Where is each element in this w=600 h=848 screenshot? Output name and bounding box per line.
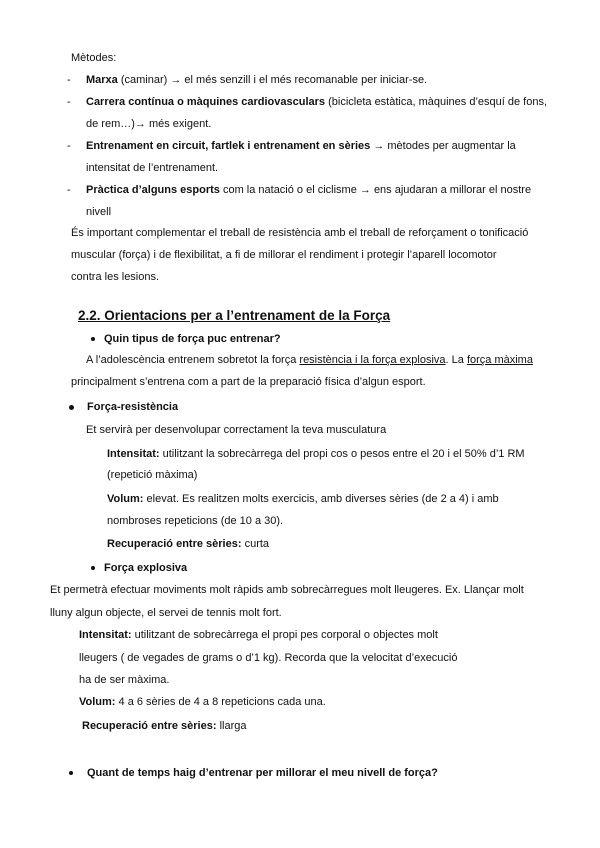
bullet-dot-icon <box>69 771 73 775</box>
volume-label: Volum: <box>107 493 144 505</box>
explosive-intensity-cont-1: lleugers ( de vegades de grams o d’1 kg). Recorda que la velocitat d’execució <box>79 652 458 664</box>
volume-text: elevat. Es realitzen molts exercicis, amb diverses sèries (de 2 a 4) i amb <box>143 493 499 505</box>
resistance-intensity-cont: (repetició màxima) <box>107 469 198 481</box>
explosive-volume <box>79 695 326 709</box>
dash-bullet: - <box>67 140 71 152</box>
dash-bullet: - <box>67 184 71 196</box>
question-training-time: Quant de temps haig d’entrenar per millorar el meu nivell de força? <box>87 767 438 779</box>
intro-line-2: principalment s’entrena com a part de la preparació física d’algun esport. <box>71 376 426 388</box>
bullet-dot-icon <box>91 566 95 570</box>
volume-label: Volum: <box>79 696 116 708</box>
method-item-4 <box>86 183 531 197</box>
method-item-1 <box>86 73 427 87</box>
paragraph-line: contra les lesions. <box>71 271 160 283</box>
methods-heading: Mètodes: <box>71 52 117 64</box>
method-item-2-cont: de rem…)→ més exigent. <box>86 118 212 130</box>
intensity-text: utilitzant la sobrecàrrega del propi cos o pesos entre el 20 i el 50% d’1 RM <box>159 448 525 460</box>
resistance-intensity <box>107 447 525 461</box>
method-item-4-name: Pràctica d’alguns esports <box>86 184 220 196</box>
intro-underlined-max: força màxima <box>466 354 533 366</box>
intro-text: A l’adolescència entrenem sobretot la força <box>86 354 300 366</box>
paragraph-line: És important complementar el treball de resistència amb el treball de reforçament o tonificació <box>71 227 529 239</box>
recovery-text: llarga <box>216 720 247 732</box>
method-item-4-cont: nivell <box>86 206 112 218</box>
resistance-desc: Et servirà per desenvolupar correctament la teva musculatura <box>86 424 387 436</box>
explosive-intensity <box>79 628 438 642</box>
method-item-2-name: Carrera contínua o màquines cardiovasculars <box>86 96 326 108</box>
method-item-3-text: → mètodes per augmentar la <box>370 140 516 152</box>
resistance-volume-cont: nombroses repeticions (de 10 a 30). <box>107 515 284 527</box>
recovery-label: Recuperació entre sèries: <box>82 720 217 732</box>
method-item-1-name: Marxa <box>86 74 118 86</box>
question-force-types: Quin tipus de força puc entrenar? <box>104 333 281 345</box>
explosive-desc-2: lluny algun objecte, el servei de tennis molt fort. <box>50 607 282 619</box>
bullet-dot-icon <box>69 405 74 410</box>
explosive-intensity-cont-2: ha de ser màxima. <box>79 674 170 686</box>
volume-text: 4 a 6 sèries de 4 a 8 repeticions cada una. <box>115 696 326 708</box>
resistance-recovery <box>107 537 269 551</box>
method-item-2-text: (bicicleta estàtica, màquines d’esquí de fons, <box>325 96 548 108</box>
intensity-label: Intensitat: <box>107 448 160 460</box>
method-item-2 <box>86 95 547 109</box>
dash-bullet: - <box>67 74 71 86</box>
intro-line-1 <box>86 353 533 367</box>
explosive-desc-1: Et permetrà efectuar moviments molt ràpids amb sobrecàrregues molt lleugeres. Ex. Llançar molt <box>50 584 524 596</box>
method-item-3-cont: intensitat de l’entrenament. <box>86 162 219 174</box>
paragraph-line: muscular (força) i de flexibilitat, a fi de millorar el rendiment i protegir l’aparell locomotor <box>71 249 497 261</box>
resistance-volume <box>107 492 499 506</box>
resistance-title: Força-resistència <box>87 401 179 413</box>
recovery-label: Recuperació entre sèries: <box>107 538 242 550</box>
explosive-recovery <box>82 719 246 733</box>
intro-text: . La <box>445 354 467 366</box>
section-title: 2.2. Orientacions per a l’entrenament de la Força <box>78 308 391 323</box>
method-item-4-text: com la natació o el ciclisme → ens ajudaran a millorar el nostre <box>219 184 532 196</box>
bullet-dot-icon <box>91 337 95 341</box>
intensity-label: Intensitat: <box>79 629 132 641</box>
method-item-1-text: (caminar) → el més senzill i el més recomanable per iniciar-se. <box>117 74 428 86</box>
recovery-text: curta <box>241 538 270 550</box>
explosive-title: Força explosiva <box>104 562 188 574</box>
method-item-3-name: Entrenament en circuit, fartlek i entrenament en sèries <box>86 140 371 152</box>
dash-bullet: - <box>67 96 71 108</box>
intensity-text: utilitzant de sobrecàrrega el propi pes corporal o objectes molt <box>131 629 438 641</box>
method-item-3 <box>86 139 516 153</box>
intro-underlined-types: resistència i la força explosiva <box>299 354 446 366</box>
